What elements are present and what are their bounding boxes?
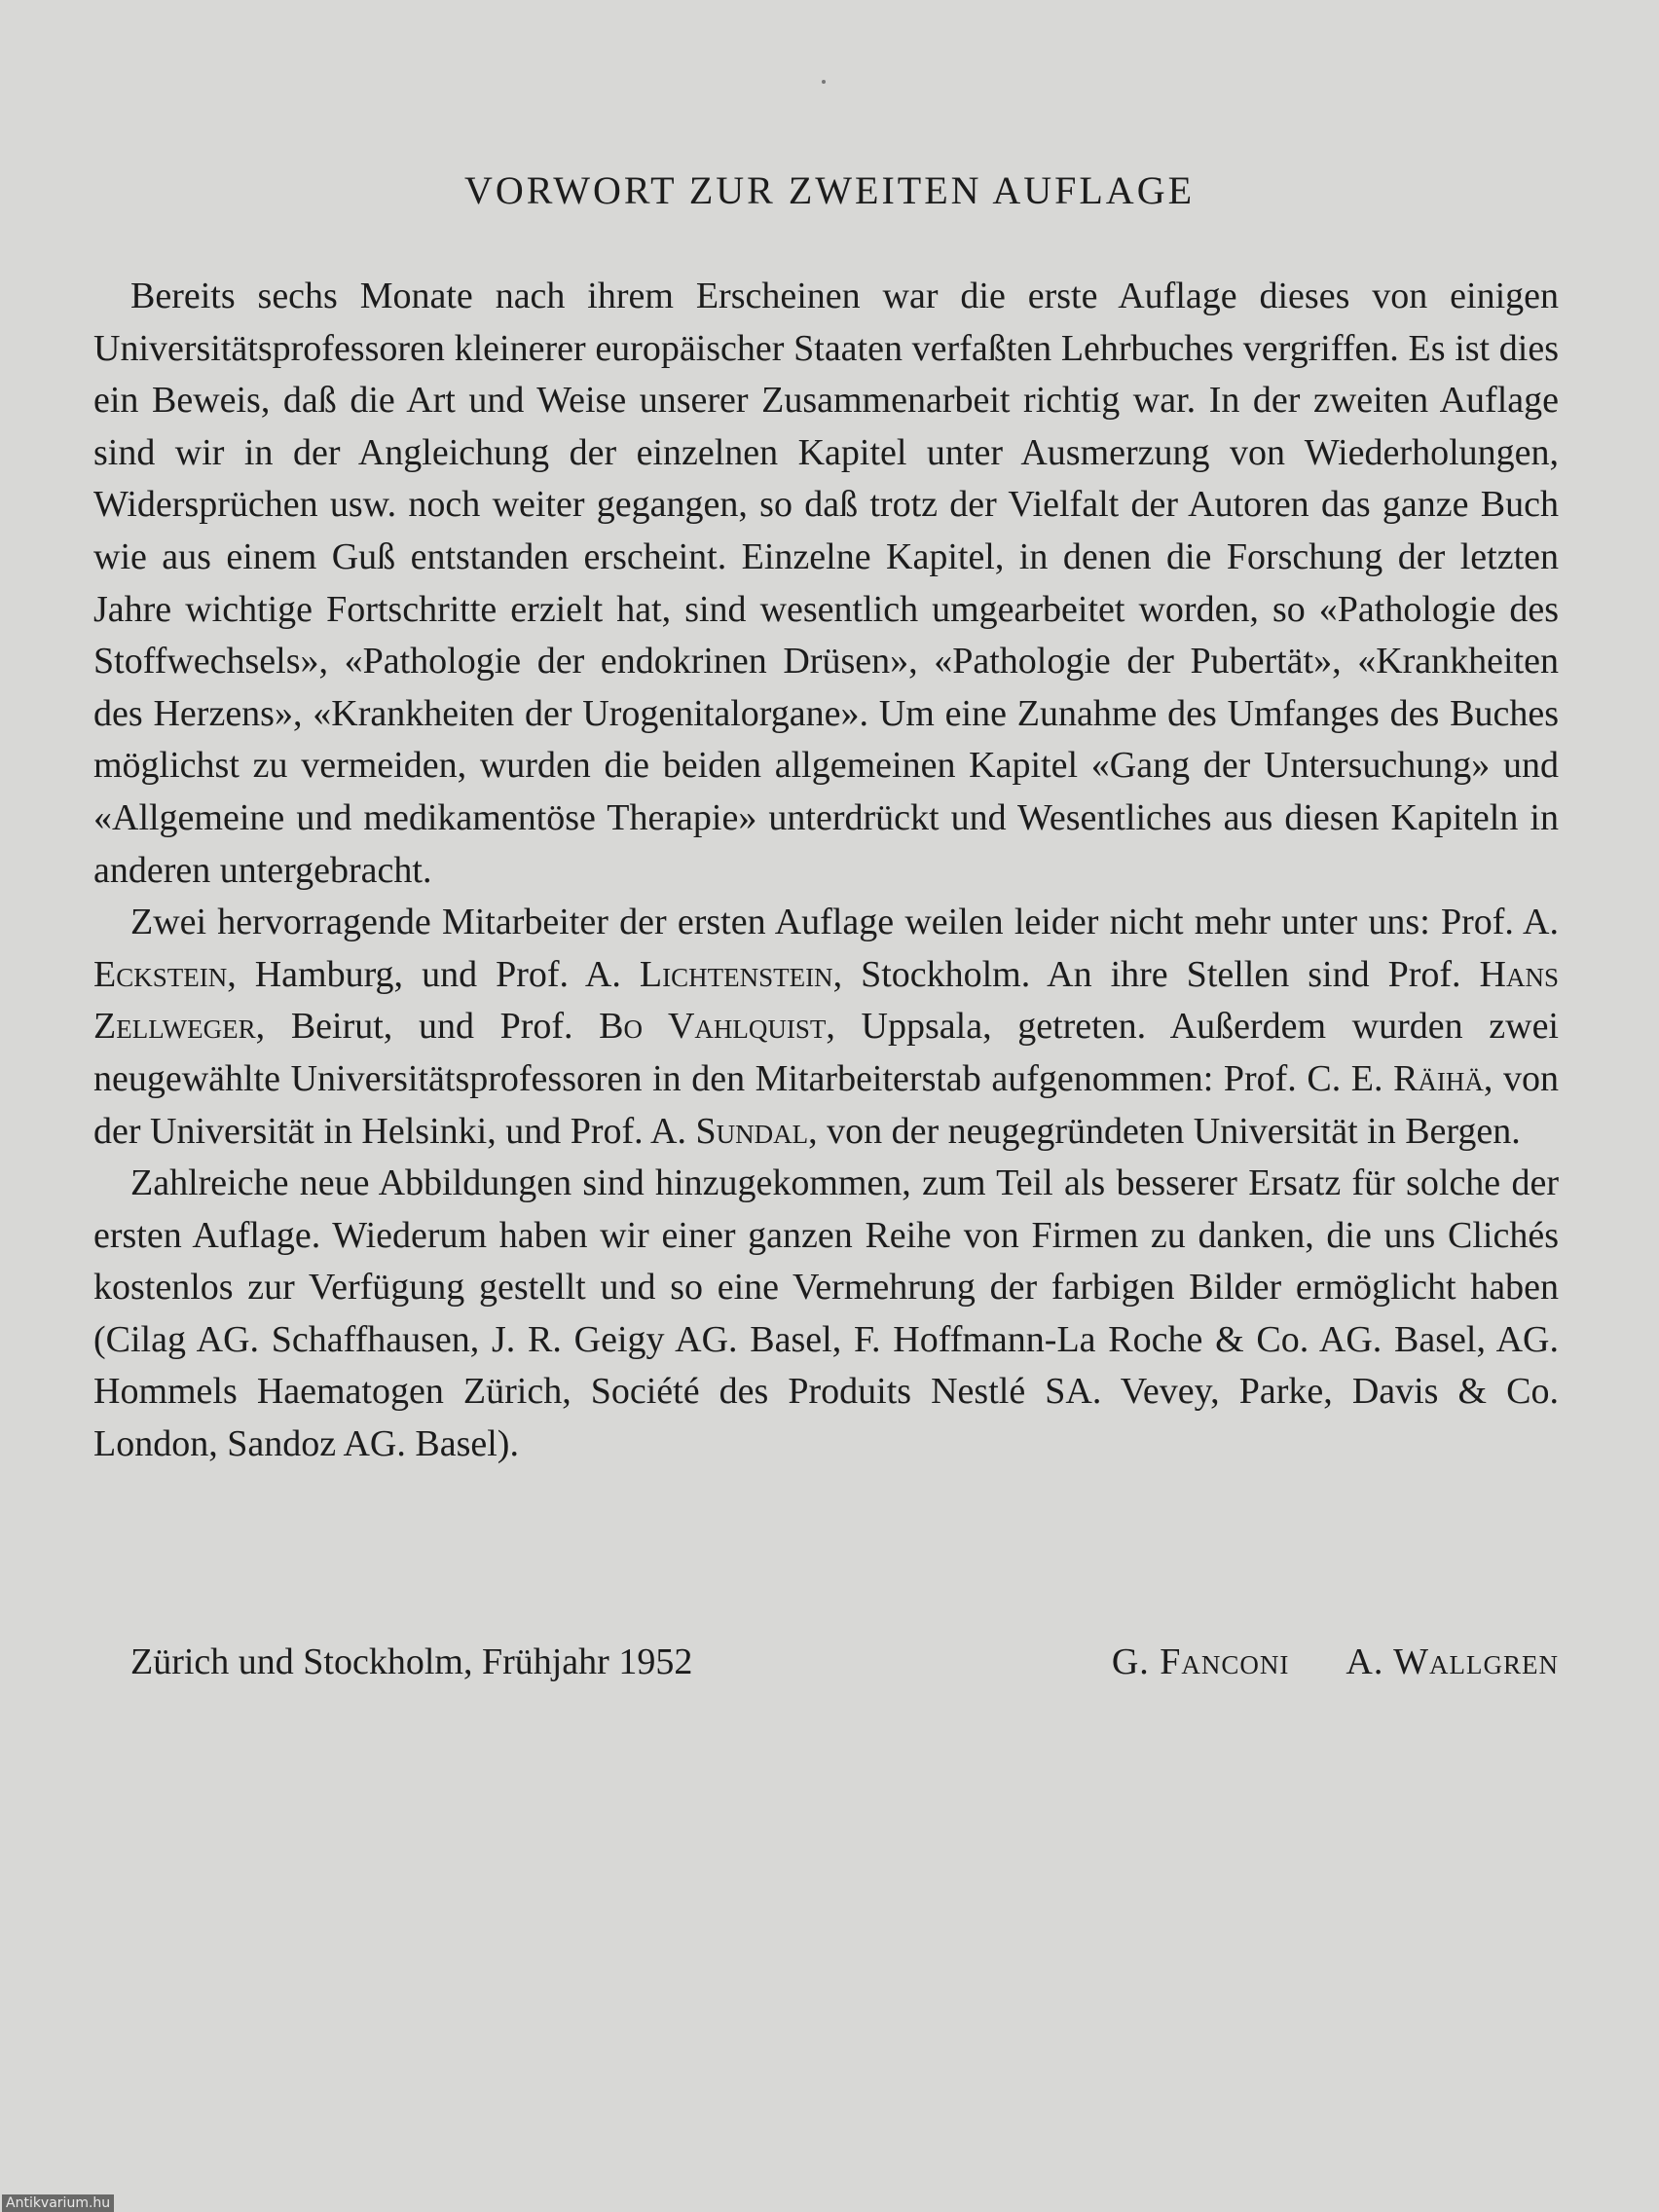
paragraph-2-text: , von der neugegründeten Universität in Bergen. [808,1110,1521,1152]
paragraph-2-text: , Uppsala, getreten. Außerdem wurden zwei neugewählte Universitätsprofessoren in den Mitarbeiterstab aufgenommen: Prof. C. E. [93,1006,1559,1099]
paragraph-1: Bereits sechs Monate nach ihrem Erscheinen war die erste Auflage dieses von einigen Universitätsprofessoren kleinerer europäischer Staaten verfaßten Lehrbuches vergriffen. Es ist dies ein Beweis, daß die Art und Weise unserer Zusammenarbeit richtig war. In der zweiten Auflage sind wir in der Angleichung der einzelnen Kapitel unter Ausmerzung von Wiederholungen, Widersprüchen usw. noch weiter gegangen, so daß trotz der Vielfalt der Autoren das ganze Buch wie aus einem Guß entstanden erscheint. Einzelne Kapitel, in denen die Forschung der letzten Jahre wichtige Fortschritte erzielt hat, sind wesentlich umgearbeitet worden, so «Pathologie des Stoffwechsels», «Pathologie der endokrinen Drüsen», «Pathologie der Pubertät», «Krankheiten des Herzens», «Krankheiten der Urogenitalorgane». Um eine Zunahme des Umfanges des Buches möglichst zu vermeiden, wurden die beiden allgemeinen Kapitel «Gang der Untersuchung» und «Allgemeine und medikamentöse Therapie» unterdrückt und Wesentliches aus diesen Kapiteln in anderen untergebracht. [93,276,1559,891]
author-name: Bo Vahlquist [599,1006,827,1048]
page-mark [822,80,826,84]
author-name: Hans Zellweger [93,953,1559,1048]
paragraph-2-text: , Hamburg, und Prof. A. [227,953,640,995]
author-name: Räihä [1393,1057,1484,1099]
signature-fanconi: G. Fanconi [1111,1641,1290,1682]
place-and-date: Zürich und Stockholm, Frühjahr 1952 [130,1641,693,1682]
author-name: Lichtenstein [639,953,833,995]
paragraph-2-text: , von der Universität in Helsinki, und Prof. A. [93,1057,1559,1152]
paragraph-2-text: , Beirut, und Prof. [255,1006,600,1048]
author-name: Eckstein [93,953,228,995]
page-title: VORWORT ZUR ZWEITEN AUFLAGE [463,168,1196,212]
signatures [1112,1636,1559,1688]
author-name: Sundal [695,1110,809,1152]
paragraph-2-text: Zwei hervorragende Mitarbeiter der ersten Auflage weilen leider nicht mehr unter uns: Prof. A. [130,902,1559,943]
watermark: Antikvarium.hu [2,2194,114,2212]
paragraph-2 [93,897,1559,1158]
signature-wallgren: A. Wallgren [1346,1641,1559,1682]
paragraph-3: Zahlreiche neue Abbildungen sind hinzugekommen, zum Teil als besserer Ersatz für solche der ersten Auflage. Wiederum haben wir einer ganzen Reihe von Firmen zu danken, die uns Clichés kostenlos zur Verfügung gestellt und so eine Vermehrung der farbigen Bilder ermöglicht haben (Cilag AG. Schaffhausen, J. R. Geigy AG. Basel, F. Hoffmann-La Roche & Co. AG. Basel, AG. Hommels Haematogen Zürich, Société des Produits Nestlé SA. Vevey, Parke, Davis & Co. London, Sandoz AG. Basel). [93,1162,1559,1465]
paragraph-2-text: , Stockholm. An ihre Stellen sind Prof. [832,953,1480,995]
preface-body [93,271,1559,1471]
